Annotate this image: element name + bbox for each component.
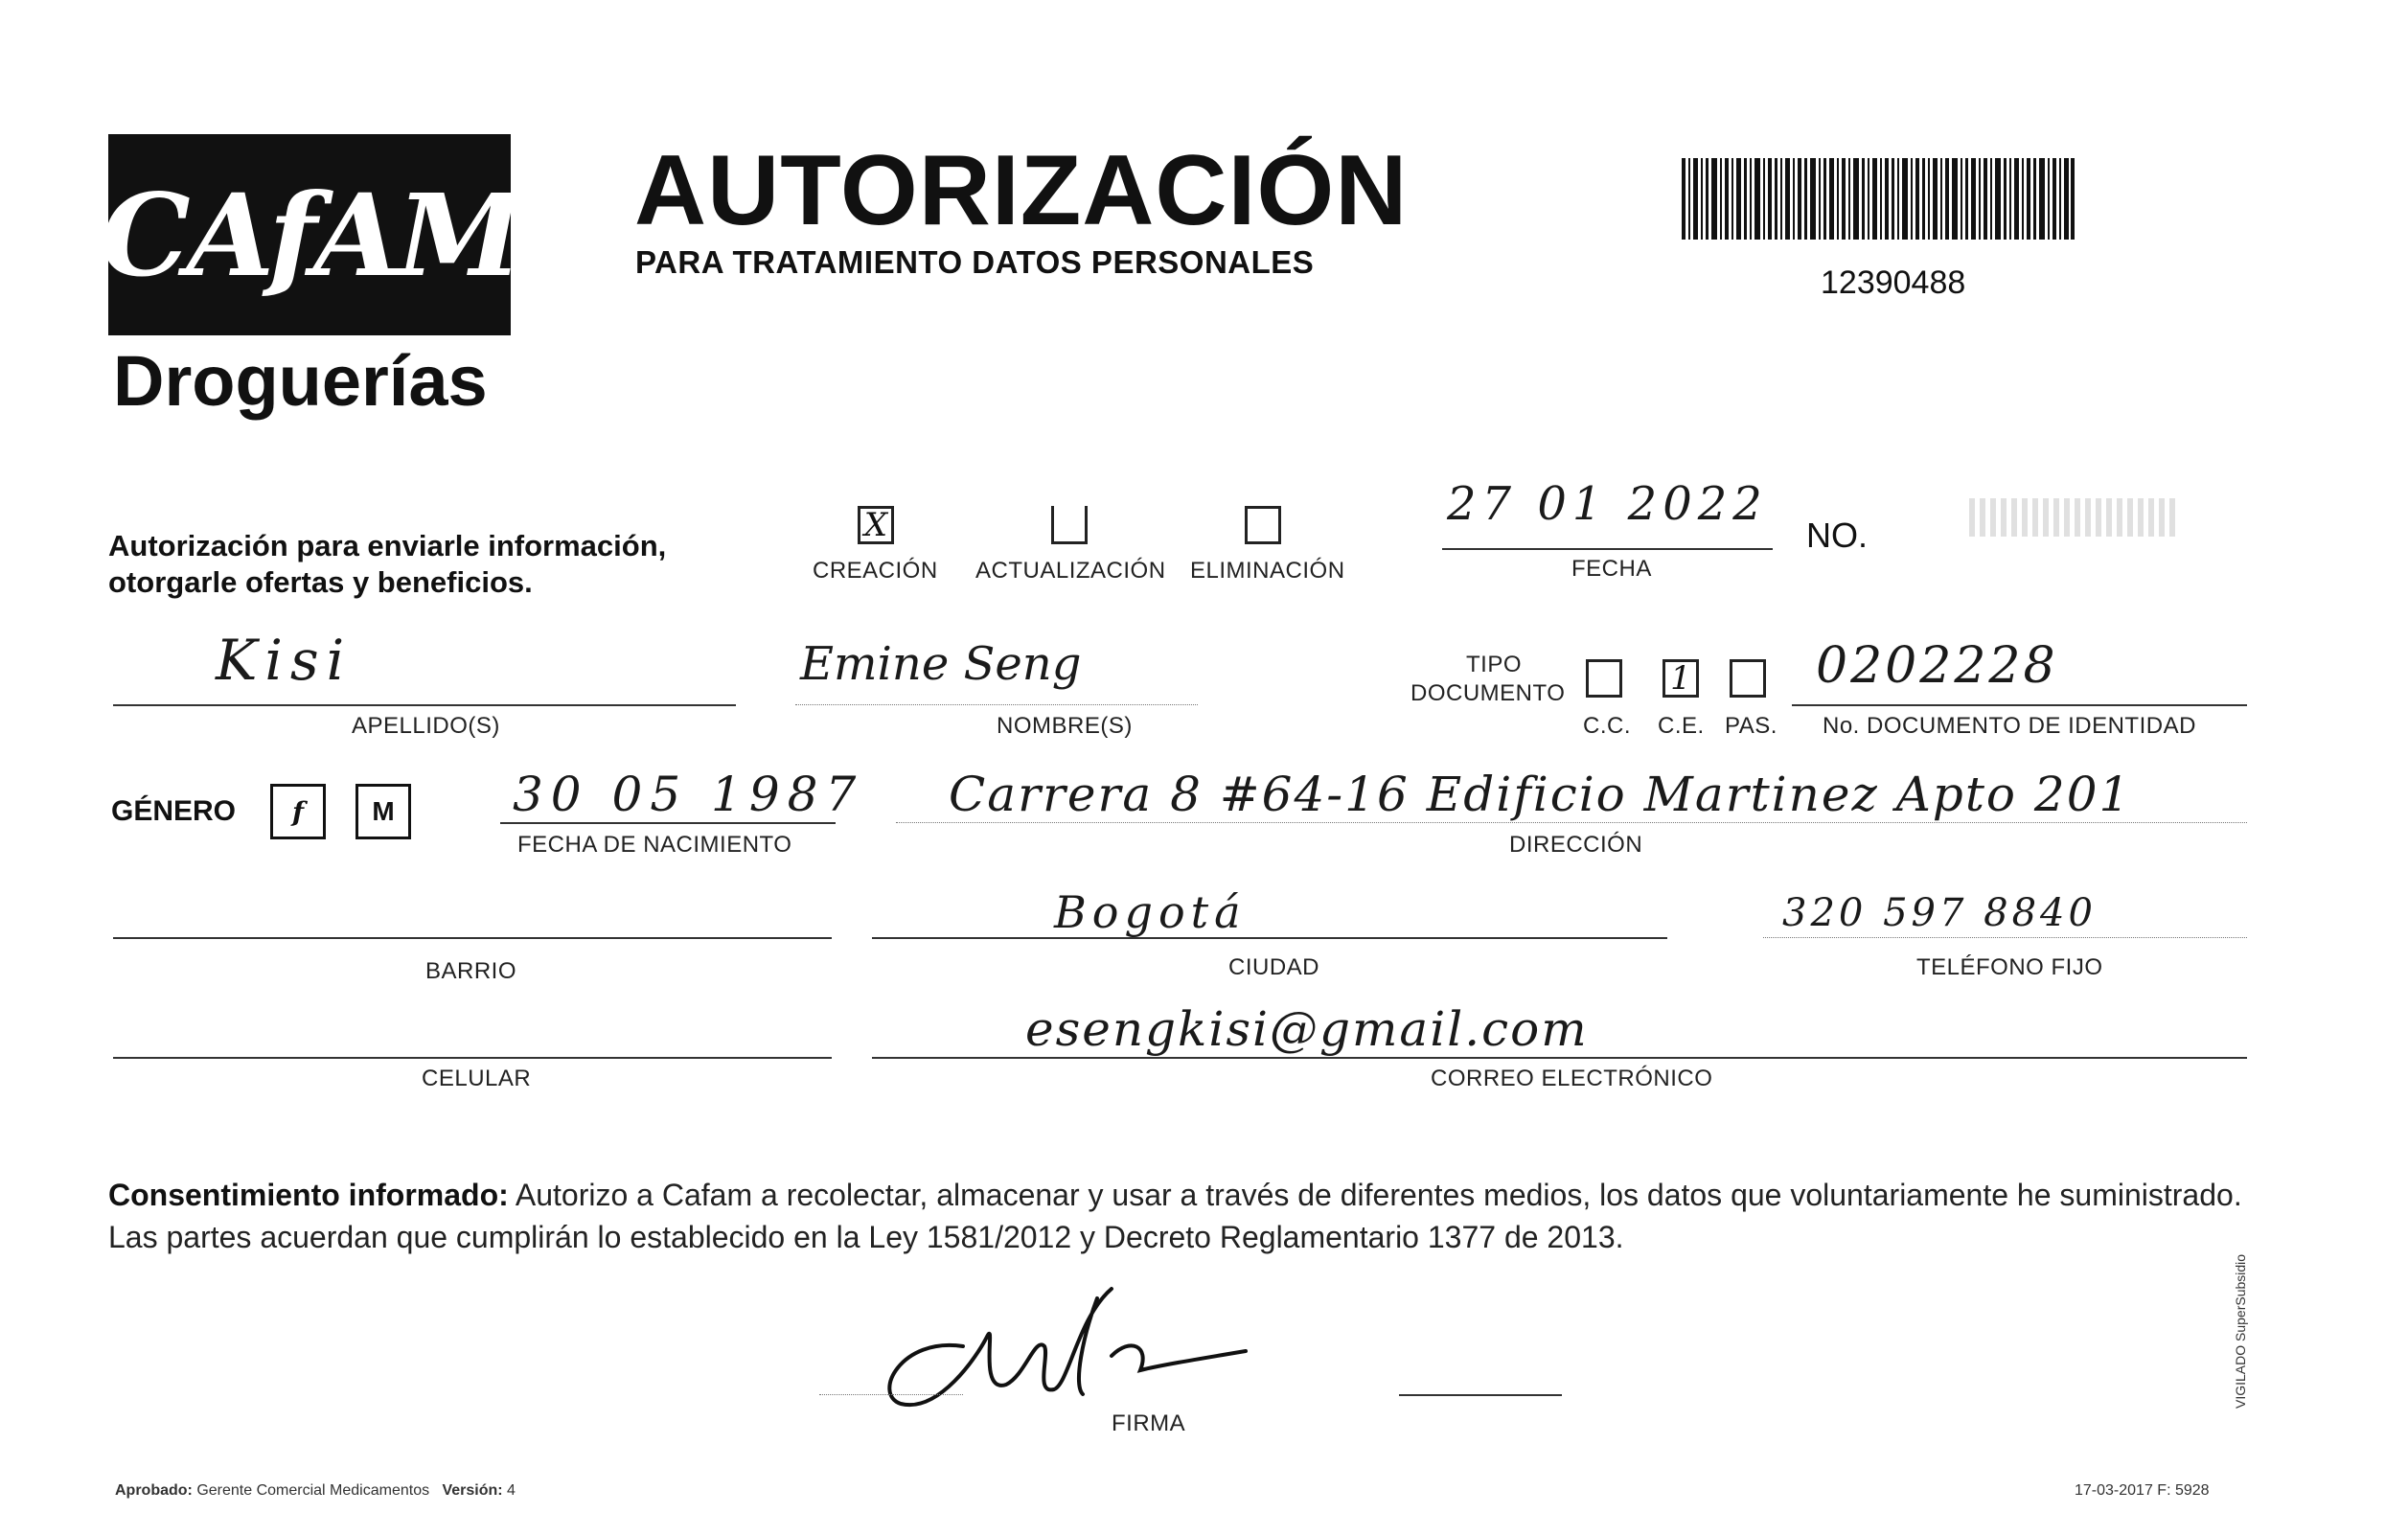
actualizacion-checkbox[interactable] [1051, 506, 1088, 544]
intro-line-1: Autorización para enviarle información, [108, 529, 667, 562]
ciudad-label: CIUDAD [1228, 954, 1320, 980]
firma-line-right [1399, 1394, 1562, 1396]
creacion-mark: X [863, 506, 888, 544]
barrio-line [113, 937, 832, 939]
direccion-line [896, 822, 2247, 823]
genero-m-box[interactable] [355, 784, 411, 839]
nombres-label: NOMBRE(S) [997, 713, 1133, 739]
aprobado-label: Aprobado: [115, 1482, 193, 1499]
ce-checkbox[interactable] [1663, 659, 1699, 698]
fecha-label: FECHA [1571, 556, 1652, 582]
version-label: Versión: [442, 1482, 503, 1499]
intro-line-2: otorgarle ofertas y beneficios. [108, 565, 533, 599]
genero-f-box[interactable] [270, 784, 326, 839]
telefono-line [1763, 937, 2247, 938]
firma-label: FIRMA [1112, 1410, 1186, 1436]
firma-line-left [819, 1394, 963, 1395]
fecha-nacimiento-line [500, 822, 836, 824]
page-subtitle: PARA TRATAMIENTO DATOS PERSONALES [635, 244, 1315, 280]
creacion-label: CREACIÓN [813, 558, 938, 584]
correo-value: esengkisi@gmail.com [1025, 1001, 1589, 1057]
ce-label: C.E. [1658, 713, 1705, 739]
cc-label: C.C. [1583, 713, 1631, 739]
direccion-label: DIRECCIÓN [1509, 832, 1643, 858]
page-title: AUTORIZACIÓN [634, 135, 1409, 246]
numero-documento-value: 0202228 [1816, 637, 2058, 695]
telefono-value: 320 597 8840 [1782, 891, 2097, 935]
tipo-documento-label-2: DOCUMENTO [1410, 680, 1566, 706]
fecha-value: 27 01 2022 [1447, 477, 1768, 531]
numero-label: NO. [1806, 516, 1869, 555]
pas-label: PAS. [1725, 713, 1777, 739]
cc-checkbox[interactable] [1586, 659, 1622, 698]
correo-line [872, 1057, 2247, 1059]
direccion-value: Carrera 8 #64-16 Edificio Martinez Apto 201 [949, 767, 2132, 822]
pas-checkbox[interactable] [1730, 659, 1766, 698]
version-value: 4 [507, 1482, 516, 1499]
apellidos-line [113, 704, 736, 706]
numero-documento-label: No. DOCUMENTO DE IDENTIDAD [1823, 713, 2196, 739]
genero-label: GÉNERO [111, 795, 237, 827]
nombres-value: Emine Seng [800, 637, 1082, 691]
ciudad-value: Bogotá [1054, 886, 1247, 938]
eliminacion-checkbox[interactable] [1245, 506, 1281, 544]
numero-stamp [1969, 498, 2180, 537]
nombres-line [795, 704, 1198, 705]
aprobado-value: Gerente Comercial Medicamentos [196, 1482, 430, 1499]
apellidos-value: Kisi [216, 628, 353, 693]
celular-label: CELULAR [422, 1066, 532, 1091]
barrio-label: BARRIO [425, 958, 517, 984]
ciudad-line [872, 937, 1667, 939]
genero-m-label: M [372, 796, 395, 826]
vigilado-text: VIGILADO SuperSubsidio [2233, 1253, 2248, 1409]
fecha-line [1442, 548, 1773, 550]
logo-subtitle: Droguerías [113, 341, 488, 421]
creacion-checkbox[interactable] [858, 506, 894, 544]
apellidos-label: APELLIDO(S) [352, 713, 500, 739]
numero-documento-line [1792, 704, 2247, 706]
celular-line [113, 1057, 832, 1059]
footer-code: 17-03-2017 F: 5928 [2075, 1482, 2210, 1499]
genero-f-mark: f [291, 795, 305, 828]
correo-label: CORREO ELECTRÓNICO [1431, 1066, 1713, 1091]
barcode-number: 12390488 [1821, 264, 1966, 301]
fecha-nacimiento-value: 30 05 1987 [513, 767, 864, 822]
cafam-logo [100, 134, 519, 335]
fecha-nacimiento-label: FECHA DE NACIMIENTO [517, 832, 792, 858]
signature [862, 1279, 1265, 1423]
actualizacion-label: ACTUALIZACIÓN [975, 558, 1166, 584]
consent-lead: Consentimiento informado: [108, 1178, 509, 1212]
barcode [1682, 158, 2075, 240]
eliminacion-label: ELIMINACIÓN [1190, 558, 1345, 584]
consent-text: Autorizo a Cafam a recolectar, almacenar y usar a través de diferentes medios, los datos que voluntariamente he suministrado. Las partes acuerdan que cumplirán lo establecido en la Ley 1581/2012 y Decreto Reglamentario 1377 de 2013. [108, 1178, 2242, 1254]
consent-paragraph [108, 1174, 2245, 1258]
ce-mark: 1 [1670, 659, 1691, 698]
footer-aprobado [115, 1482, 516, 1500]
logo-text: CAfAM [100, 168, 519, 302]
tipo-documento-label-1: TIPO [1466, 652, 1523, 677]
telefono-label: TELÉFONO FIJO [1916, 954, 2103, 980]
